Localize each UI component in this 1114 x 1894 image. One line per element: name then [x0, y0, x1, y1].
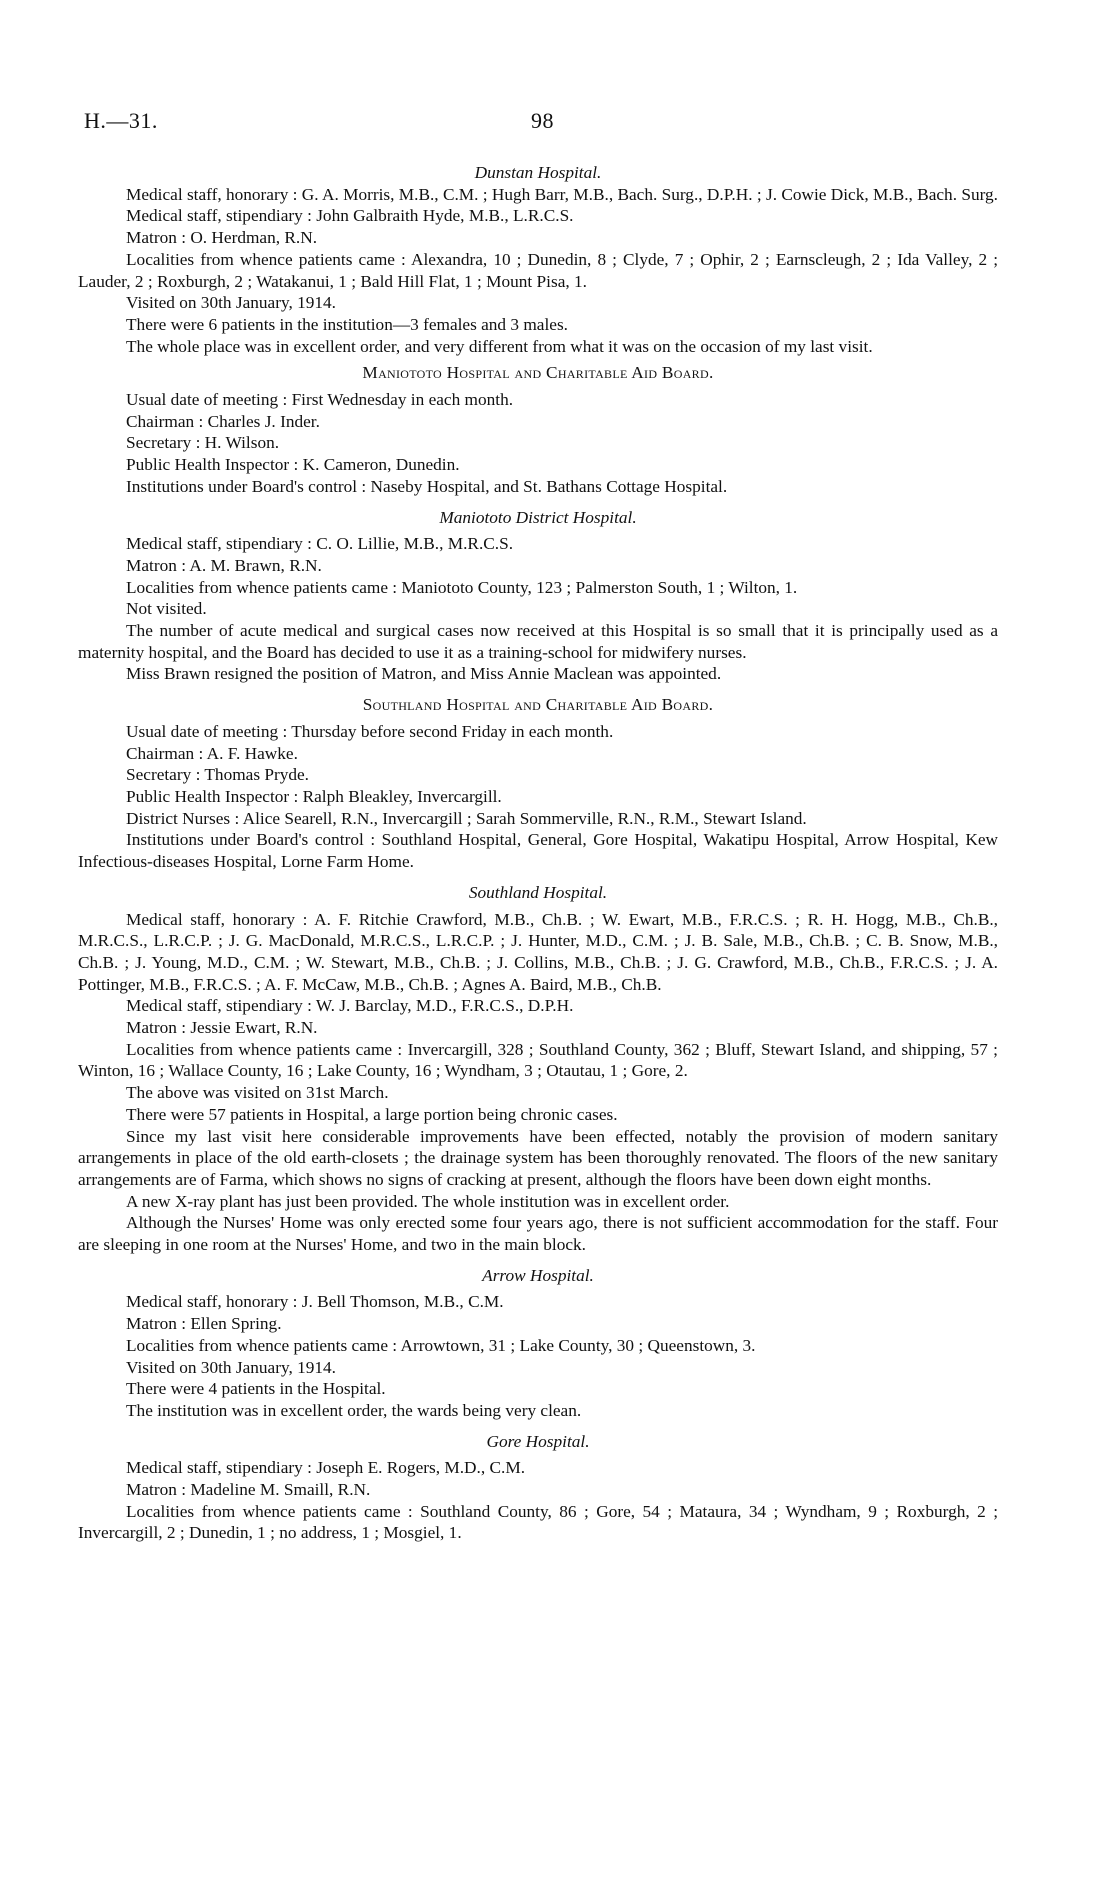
paragraph: Secretary : H. Wilson.	[126, 433, 280, 453]
section-title: Gore Hospital.	[486, 1431, 590, 1451]
page-header	[84, 108, 1004, 142]
paragraph: Visited on 30th January, 1914.	[126, 293, 336, 313]
section-title: Southland Hospital and Charitable Aid Board.	[362, 695, 714, 715]
paragraph: Chairman : A. F. Hawke.	[126, 743, 298, 763]
section-title: Maniototo District Hospital.	[439, 507, 637, 527]
section-maniototo-board	[78, 362, 998, 497]
page-number: 98	[531, 108, 554, 133]
paragraph: Matron : Madeline M. Smaill, R.N.	[126, 1480, 371, 1500]
paragraph: Not visited.	[126, 599, 207, 619]
paragraph: Localities from whence patients came : Invercargill, 328 ; Southland County, 362 ; Bluff, Stewart Island, and shipping, 57 ; Winton, 16 ; Wallace County, 16 ; Lake County, 16 ; Wyndham, 3 ; Otautau, 1 ; Gore, 2.	[78, 1039, 998, 1081]
section-maniototo-district-hospital	[78, 507, 998, 686]
paragraph: Since my last visit here considerable improvements have been effected, notably the provision of modern sanitary arrangements in place of the old earth-closets ; the drainage system has been thoroughly renovated. The floors of the new sanitary arrangements are of Farma, which shows no signs of cracking at present, although the floors have been down eight months.	[78, 1126, 998, 1189]
section-dunstan-hospital	[78, 162, 998, 357]
section-southland-hospital	[78, 882, 998, 1256]
paragraph: There were 57 patients in Hospital, a large portion being chronic cases.	[126, 1104, 618, 1124]
paragraph: There were 6 patients in the institution—3 females and 3 males.	[126, 314, 568, 334]
paragraph: The number of acute medical and surgical cases now received at this Hospital is so small that it is principally used as a maternity hospital, and the Board has decided to use it as a training-school for midwifery nurses.	[78, 621, 998, 662]
paragraph: Matron : Jessie Ewart, R.N.	[126, 1018, 318, 1038]
paragraph: Miss Brawn resigned the position of Matron, and Miss Annie Maclean was appointed.	[126, 664, 722, 684]
paragraph: The institution was in excellent order, the wards being very clean.	[126, 1400, 582, 1420]
paragraph: Medical staff, honorary : J. Bell Thomson, M.B., C.M.	[126, 1292, 504, 1312]
paragraph: A new X-ray plant has just been provided. The whole institution was in excellent order.	[126, 1191, 730, 1211]
paragraph: Although the Nurses' Home was only erected some four years ago, there is not sufficient accommodation for the staff. Four are sleeping in one room at the Nurses' Home, and two in the main block.	[78, 1213, 998, 1255]
paragraph: There were 4 patients in the Hospital.	[126, 1379, 386, 1399]
paragraph: Usual date of meeting : First Wednesday in each month.	[126, 390, 514, 410]
paragraph: District Nurses : Alice Searell, R.N., Invercargill ; Sarah Sommerville, R.N., R.M., Stewart Island.	[126, 808, 807, 828]
paragraph: Medical staff, stipendiary : Joseph E. Rogers, M.D., C.M.	[126, 1458, 526, 1478]
paragraph: Localities from whence patients came : Southland County, 86 ; Gore, 54 ; Mataura, 34 ; Wyndham, 9 ; Roxburgh, 2 ; Invercargill, 2 ; Dunedin, 1 ; no address, 1 ; Mosgiel, 1.	[78, 1501, 998, 1543]
section-southland-board	[78, 694, 998, 873]
paragraph: Localities from whence patients came : Maniototo County, 123 ; Palmerston South, 1 ; Wilton, 1.	[126, 577, 798, 597]
section-title: Arrow Hospital.	[482, 1265, 594, 1285]
paragraph: Medical staff, stipendiary : C. O. Lillie, M.B., M.R.C.S.	[126, 534, 514, 554]
document-body	[78, 162, 998, 1544]
paragraph: Matron : A. M. Brawn, R.N.	[126, 555, 322, 575]
paragraph: Localities from whence patients came : Arrowtown, 31 ; Lake County, 30 ; Queenstown, 3.	[126, 1335, 756, 1355]
paragraph: Matron : Ellen Spring.	[126, 1314, 282, 1334]
paragraph: The above was visited on 31st March.	[126, 1083, 389, 1103]
paragraph: Usual date of meeting : Thursday before second Friday in each month.	[126, 721, 614, 741]
section-title: Maniototo Hospital and Charitable Aid Board.	[362, 363, 714, 383]
paragraph: Institutions under Board's control : Southland Hospital, General, Gore Hospital, Wakatipu Hospital, Arrow Hospital, Kew Infectious-diseases Hospital, Lorne Farm Home.	[78, 830, 998, 872]
paragraph: Public Health Inspector : Ralph Bleakley, Invercargill.	[126, 786, 502, 806]
paragraph: Medical staff, honorary : G. A. Morris, M.B., C.M. ; Hugh Barr, M.B., Bach. Surg., D.P.H. ; J. Cowie Dick, M.B., Bach. Surg.	[126, 184, 998, 204]
paragraph: Matron : O. Herdman, R.N.	[126, 228, 318, 248]
paragraph: Medical staff, honorary : A. F. Ritchie Crawford, M.B., Ch.B. ; W. Ewart, M.B., F.R.C.S. ; R. H. Hogg, M.B., Ch.B., M.R.C.S., L.R.C.P. ; J. G. MacDonald, M.R.C.S., L.R.C.P. ; J. Hunter, M.D., C.M. ; J. B. Sale, M.B., Ch.B. ; C. B. Snow, M.B., Ch.B. ; J. Young, M.D., C.M. ; W. Stewart, M.B., Ch.B. ; J. Collins, M.B., Ch.B. ; J. G. Crawford, M.B., Ch.B., F.R.C.S. ; J. A. Pottinger, M.B., F.R.C.S. ; A. F. McCaw, M.B., Ch.B. ; Agnes A. Baird, M.B., Ch.B.	[78, 909, 998, 994]
section-title: Dunstan Hospital.	[474, 163, 602, 182]
paragraph: Public Health Inspector : K. Cameron, Dunedin.	[126, 455, 460, 475]
paragraph: Chairman : Charles J. Inder.	[126, 411, 320, 431]
section-gore-hospital	[78, 1431, 998, 1545]
paragraph: Medical staff, stipendiary : W. J. Barclay, M.D., F.R.C.S., D.P.H.	[126, 996, 574, 1016]
document-reference: H.—31.	[84, 108, 158, 133]
paragraph: Medical staff, stipendiary : John Galbraith Hyde, M.B., L.R.C.S.	[126, 206, 574, 226]
paragraph: Visited on 30th January, 1914.	[126, 1357, 336, 1377]
section-arrow-hospital	[78, 1265, 998, 1422]
paragraph: Institutions under Board's control : Naseby Hospital, and St. Bathans Cottage Hospital.	[126, 476, 728, 496]
paragraph: The whole place was in excellent order, and very different from what it was on the occasion of my last visit.	[126, 336, 873, 356]
paragraph: Localities from whence patients came : Alexandra, 10 ; Dunedin, 8 ; Clyde, 7 ; Ophir, 2 ; Earnscleugh, 2 ; Ida Valley, 2 ; Lauder, 2 ; Roxburgh, 2 ; Watakanui, 1 ; Bald Hill Flat, 1 ; Mount Pisa, 1.	[78, 249, 998, 291]
section-title: Southland Hospital.	[468, 882, 608, 902]
paragraph: Secretary : Thomas Pryde.	[126, 765, 310, 785]
